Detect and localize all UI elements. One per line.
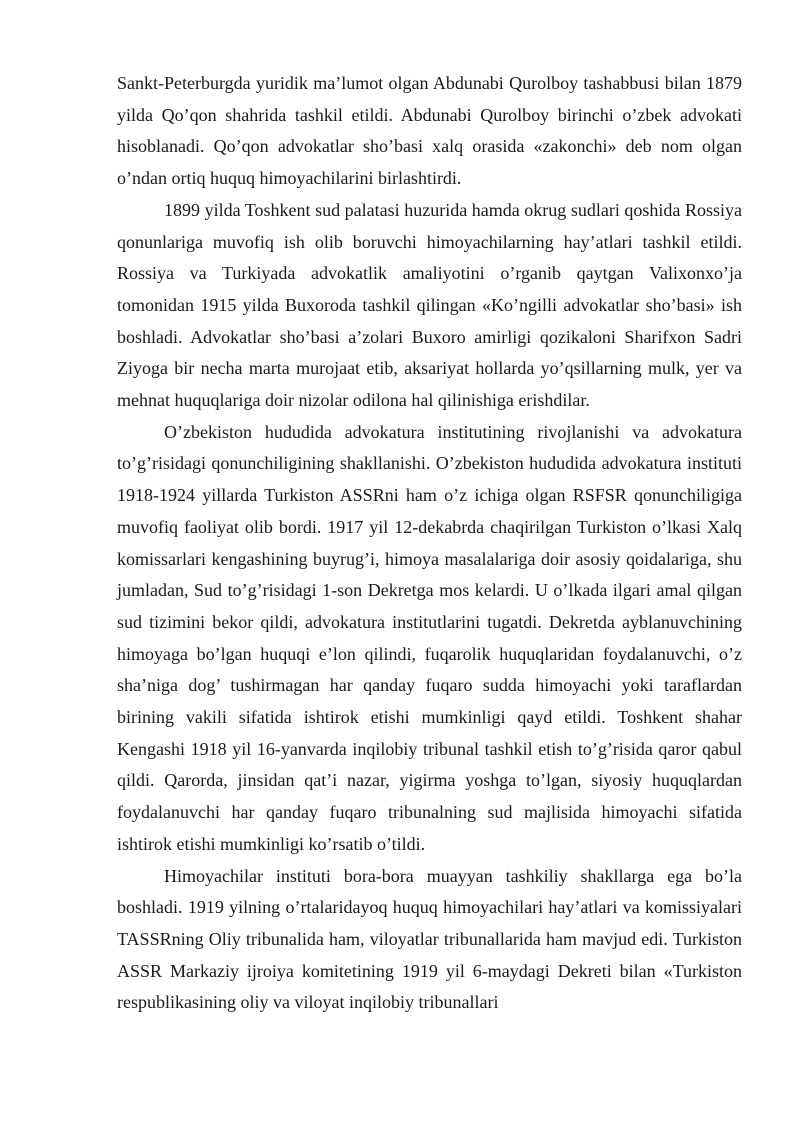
paragraph-3: O’zbekiston hududida advokatura institutining rivojlanishi va advokatura to’g’risidagi qonunchiligining shakllanishi. O’zbekiston hududida advokatura instituti 1918-1924 yillarda Turkiston ASSRni ham o’z ichiga olgan RSFSR qonunchiligiga muvofiq faoliyat olib bordi. 1917 yil 12-dekabrda chaqirilgan Turkiston o’lkasi Xalq komissarlari kengashining buyrug’i, himoya masalalariga doir asosiy qoidalariga, shu jumladan, Sud to’g’risidagi 1-son Dekretga mos kelardi. U o’lkada ilgari amal qilgan sud tizimini bekor qildi, advokatura institutlarini tugatdi. Dekretda ayblanuvchining himoyaga bo’lgan huquqi e’lon qilindi, fuqarolik huquqlaridan foydalanuvchi, o’z sha’niga dog’ tushirmagan har qanday fuqaro sudda himoyachi yoki taraflardan birining vakili sifatida ishtirok etishi mumkinligi qayd etildi. Toshkent shahar Kengashi 1918 yil 16-yanvarda inqilobiy tribunal tashkil etish to’g’risida qaror qabul qildi. Qarorda, jinsidan qat’i nazar, yigirma yoshga to’lgan, siyosiy huquqlardan foydalanuvchi har qanday fuqaro tribunalning sud majlisida himoyachi sifatida ishtirok etishi mumkinligi ko’rsatib o’tildi. — [117, 421, 742, 854]
document-page — [117, 68, 742, 1019]
paragraph-2: 1899 yilda Toshkent sud palatasi huzurida hamda okrug sudlari qoshida Rossiya qonunlariga muvofiq ish olib boruvchi himoyachilarning hay’atlari tashkil etildi. Rossiya va Turkiyada advokatlik amaliyotini o’rganib qaytgan Valixonxo’ja tomonidan 1915 yilda Buxoroda tashkil qilingan «Ko’ngilli advokatlar sho’basi» ish boshladi. Advokatlar sho’basi a’zolari Buxoro amirligi qozikaloni Sharifxon Sadri Ziyoga bir necha marta murojaat etib, aksariyat hollarda yo’qsillarning mulk, yer va mehnat huquqlariga doir nizolar odilona hal qilinishiga erishdilar. — [117, 199, 742, 411]
paragraph-1: Sankt-Peterburgda yuridik ma’lumot olgan Abdunabi Qurolboy tashabbusi bilan 1879 yilda Qo’qon shahrida tashkil etildi. Abdunabi Qurolboy birinchi o’zbek advokati hisoblanadi. Qo’qon advokatlar sho’basi xalq orasida «zakonchi» deb nom olgan o’ndan ortiq huquq himoyachilarini birlashtirdi. — [117, 73, 742, 189]
paragraph-4: Himoyachilar instituti bora-bora muayyan tashkiliy shakllarga ega bo’la boshladi. 1919 yilning o’rtalaridayoq huquq himoyachilari hay’atlari va komissiyalari TASSRning Oliy tribunalida ham, viloyatlar tribunallarida ham mavjud edi. Turkiston ASSR Markaziy ijroiya komitetining 1919 yil 6-maydagi Dekreti bilan «Turkiston respublikasining oliy va viloyat inqilobiy tribunallari — [117, 865, 742, 1013]
